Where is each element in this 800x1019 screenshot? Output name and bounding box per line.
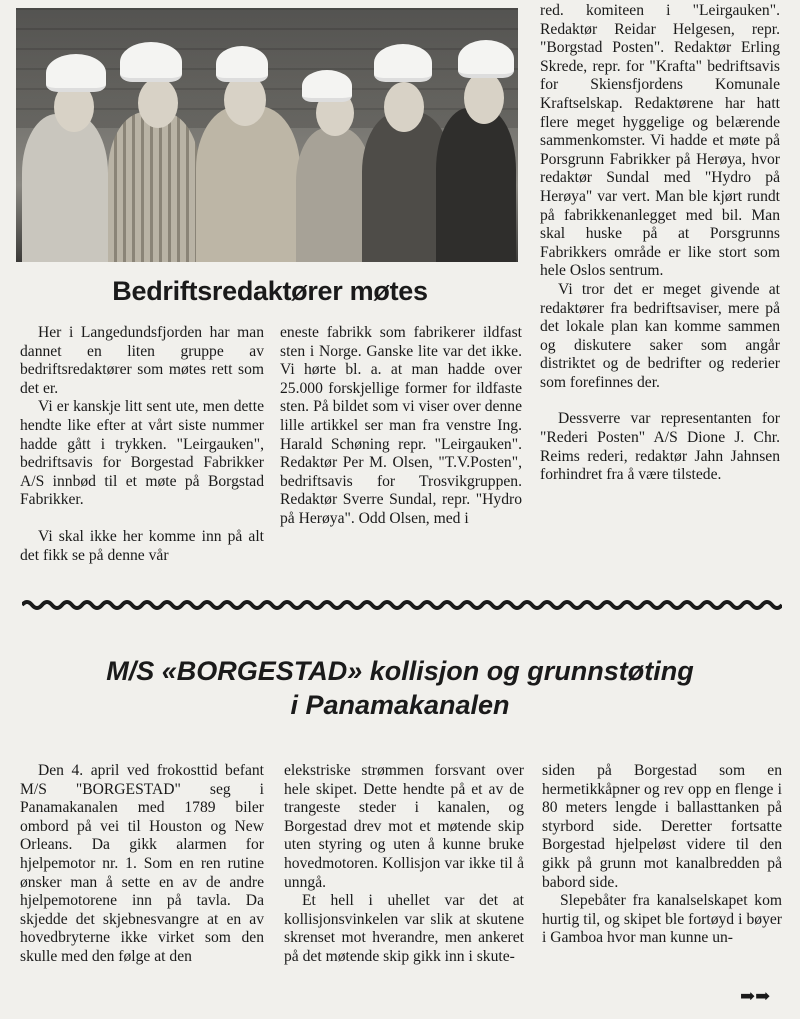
hard-hat-icon [302,70,352,102]
paragraph: Vi skal ikke her komme inn på alt det fikk se på denne vår [20,527,264,564]
paragraph: Dessverre var representanten for "Rederi Posten" A/S Dione J. Chr. Reims rederi, redaktør Jahn Jahnsen forhindret fra å være tilstede. [540,410,780,484]
group-photo [16,8,518,262]
person-head [138,78,178,128]
paragraph: Den 4. april ved frokosttid befant M/S "BORGESTAD" seg i Panamakanalen med 1789 biler ombord på vei til Houston og New Orleans. Da gikk alarmen for hjelpemotor nr. 1. Som en ren rutine ønsker man å sette en av de andre hjelpemotorene inn på tavla. Da skjedde det skjebnesvangre at en av hovedbryterne ikke virket som den skulle med den følge at den [20,762,264,965]
paragraph: Vi tror det er meget givende at redaktører fra bedriftsaviser, mere på det lokale plan kan komme sammen og diskutere saker som angår distriktet og de bedrifter og rederier som forefinnes der. [540,280,780,391]
person-head [464,72,504,124]
article2-column-2 [284,762,524,967]
title-line-2: i Panamakanalen [290,690,510,720]
paragraph: Et hell i uhellet var det at kollisjonsvinkelen var slik at skutene skrenset mot hverandre, men ankeret på det møtende skip gikk inn i skute- [284,892,524,965]
person-figure [22,114,108,262]
paragraph: Slepebåter fra kanalselskapet kom hurtig til, og skipet ble fortøyd i bøyer i Gamboa hvor man kunne un- [542,892,782,947]
continue-arrows-icon: ➡➡ [740,986,771,1006]
person-figure [296,128,372,262]
paragraph: Her i Langedundsfjorden har man dannet en liten gruppe av bedriftsredaktører som møtes rett som det er. [20,324,264,397]
paragraph: Vi er kanskje litt sent ute, men dette hendte like efter at vårt siste nummer hadde gått i trykken. "Leirgauken", bedriftsavis for Borgestad Fabrikker A/S innbød til et møte på Borgstad Fabrikker. [20,398,264,509]
person-figure [108,112,200,262]
article1-column-1 [20,324,264,565]
person-figure [436,108,516,262]
paragraph: eneste fabrikk som fabrikerer ildfast sten i Norge. Ganske lite var det ikke. Vi hørte bl. a. at man hadde over 25.000 forskjellige former for ildfaste sten. På bildet som vi viser over denne lille artikkel ser man fra venstre Ing. Harald Schøning repr. "Leirgauken". Redaktør Per M. Olsen, "T.V.Posten", bedriftsavis for Trosvikgruppen. Redaktør Sverre Sundal, repr. "Hydro på Herøya". Odd Olsen, med i [280,324,522,527]
hard-hat-icon [216,46,268,82]
paragraph: red. komiteen i "Leirgauken". Redaktør Reidar Helgesen, repr. "Borgstad Posten". Redaktør Erling Skrede, repr. for "Krafta" bedriftsavis for Skiensfjordens Komunale Kraftselskap. Redaktørene har hatt flere meget hyggelige og belærende sammenkomster. Vi hadde et møte på Porsgrunn Fabrikker på Herøya, hvor redaktør Sundal med "Hydro på Herøya" var vert. Man ble kjørt rundt på fabrikkenanlegget med bil. Man skal huske på at Porsgrunns Fabrikkers område er like stort som hele Oslos sentrum. [540,2,780,280]
article2-column-3 [542,762,782,948]
title-line-1: M/S «BORGESTAD» kollisjon og grunnstøting [106,656,694,686]
paragraph: elekstriske strømmen forsvant over hele skipet. Dette hendte på et av de trangeste steder i kanalen, og Borgestad drev mot et møtende skip uten styring og uten å kunne bruke hovedmotoren. Kollisjon var ikke til å unngå. [284,762,524,891]
hard-hat-icon [458,40,514,78]
hard-hat-icon [374,44,432,82]
hard-hat-icon [46,54,106,92]
article1-column-2 [280,324,522,529]
article2-title [20,654,780,722]
article2-column-1 [20,762,264,967]
person-head [384,82,424,132]
person-figure [196,106,300,262]
article-headline: Bedriftsredaktører møtes [112,276,428,306]
paragraph: siden på Borgestad som en hermetikkåpner og rev opp en flenge i 80 meters lengde i ballasttanken på styrbord side. Deretter fortsatte Borgestad hjelpeløst videre til den gikk på grunn mot kanalbredden på babord side. [542,762,782,891]
article1-column-3 [540,2,780,485]
wavy-divider [22,598,782,612]
hard-hat-icon [120,42,182,82]
